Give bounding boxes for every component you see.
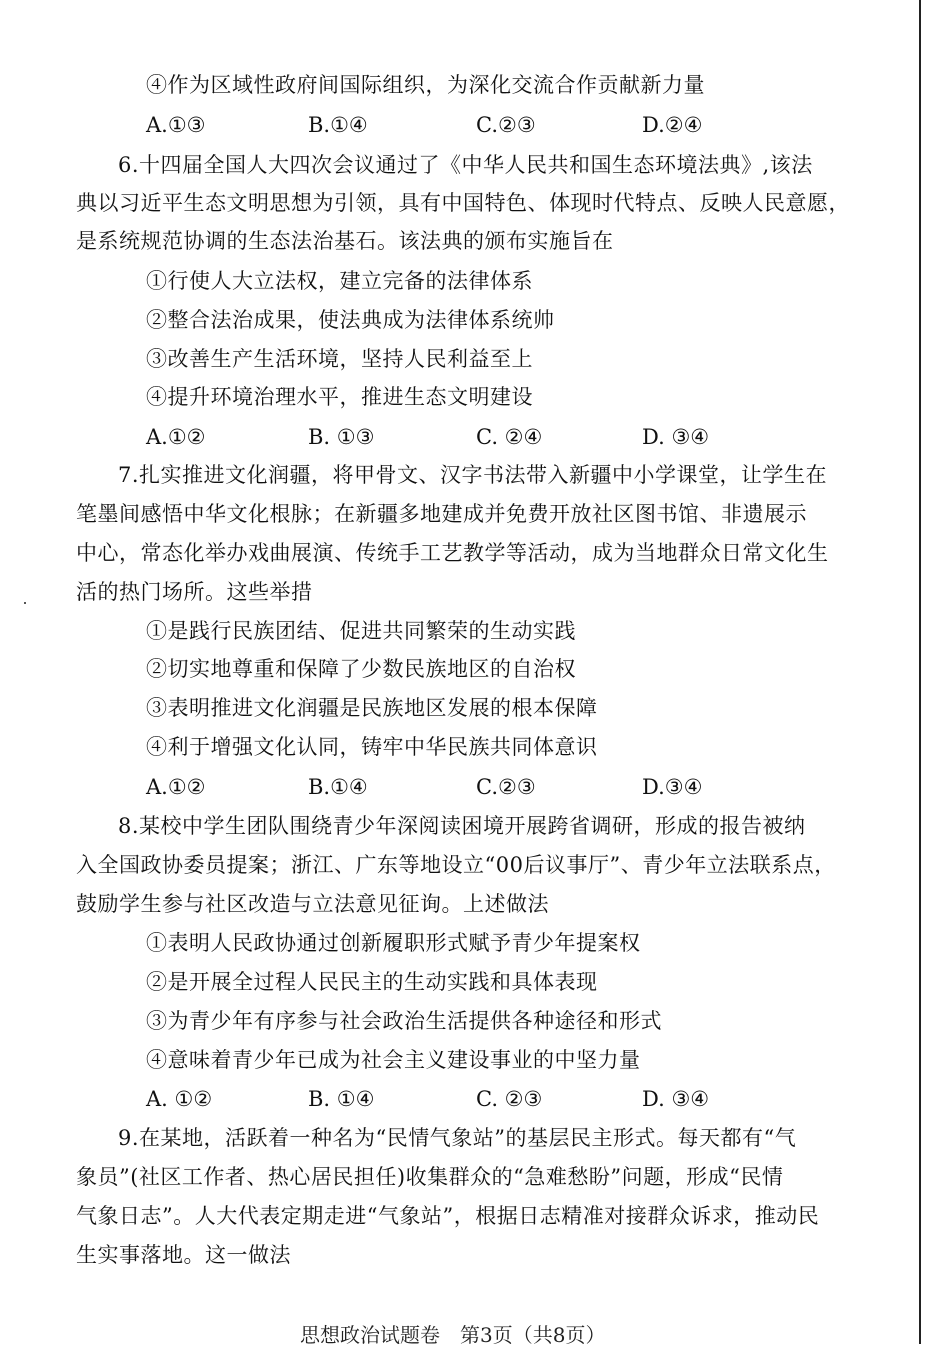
q9-stem-line-3: 气象日志”。人大代表定期走进“气象站”，根据日志精准对接群众诉求，推动民 [76, 1204, 820, 1228]
q6-stem-line-3: 是系统规范协调的生态法治基石。该法典的颁布实施旨在 [76, 229, 614, 253]
q6-option-b: B. ①③ [308, 425, 375, 449]
q7-item-1: ①是践行民族团结、促进共同繁荣的生动实践 [146, 619, 576, 643]
q8-stem-line-2: 入全国政协委员提案；浙江、广东等地设立“00后议事厅”、青少年立法联系点， [76, 853, 836, 877]
q7-item-3: ③表明推进文化润疆是民族地区发展的根本保障 [146, 696, 598, 720]
q7-option-d: D.③④ [642, 775, 703, 799]
q7-option-a: A.①② [146, 775, 206, 799]
q7-stem-line-4: 活的热门场所。这些举措 [76, 580, 313, 604]
q7-item-2: ②切实地尊重和保障了少数民族地区的自治权 [146, 657, 576, 681]
q6-item-1: ①行使人大立法权，建立完备的法律体系 [146, 269, 533, 293]
q6-item-3: ③改善生产生活环境，坚持人民利益至上 [146, 347, 533, 371]
q9-stem-line-1: 9.在某地，活跃着一种名为“民情气象站”的基层民主形式。每天都有“气 [118, 1126, 797, 1150]
q6-item-4: ④提升环境治理水平，推进生态文明建设 [146, 385, 533, 409]
q7-option-c: C.②③ [476, 775, 536, 799]
q6-stem-line-2: 典以习近平生态文明思想为引领，具有中国特色、体现时代特点、反映人民意愿， [76, 191, 850, 215]
q7-item-4: ④利于增强文化认同，铸牢中华民族共同体意识 [146, 735, 598, 759]
q9-stem-line-4: 生实事落地。这一做法 [76, 1243, 291, 1267]
q9-stem-line-2: 象员”(社区工作者、热心居民担任)收集群众的“急难愁盼”问题，形成“民情 [76, 1165, 784, 1189]
q8-stem-line-3: 鼓励学生参与社区改造与立法意见征询。上述做法 [76, 892, 549, 916]
q8-option-a: A. ①② [146, 1087, 213, 1111]
q6-stem-line-1: 6.十四届全国人大四次会议通过了《中华人民共和国生态环境法典》,该法 [118, 153, 813, 177]
q5-option-a: A.①③ [146, 113, 206, 137]
q5-option-b: B.①④ [308, 113, 368, 137]
page-footer: 思想政治试题卷 第3页（共8页） [300, 1323, 606, 1347]
q8-item-3: ③为青少年有序参与社会政治生活提供各种途径和形式 [146, 1009, 662, 1033]
q7-stem-line-2: 笔墨间感悟中华文化根脉；在新疆多地建成并免费开放社区图书馆、非遗展示 [76, 502, 807, 526]
q8-option-c: C. ②③ [476, 1087, 543, 1111]
q8-item-4: ④意味着青少年已成为社会主义建设事业的中坚力量 [146, 1048, 641, 1072]
q6-item-2: ②整合法治成果，使法典成为法律体系统帅 [146, 308, 555, 332]
page-edge-line [919, 0, 921, 1344]
q8-item-2: ②是开展全过程人民民主的生动实践和具体表现 [146, 970, 598, 994]
q5-option-c: C.②③ [476, 113, 536, 137]
q8-option-b: B. ①④ [308, 1087, 375, 1111]
q7-stem-line-3: 中心，常态化举办戏曲展演、传统手工艺教学等活动，成为当地群众日常文化生 [76, 541, 829, 565]
q7-option-b: B.①④ [308, 775, 368, 799]
scan-speck [24, 602, 26, 604]
q8-option-d: D. ③④ [642, 1087, 710, 1111]
q6-option-d: D. ③④ [642, 425, 710, 449]
q5-option-d: D.②④ [642, 113, 703, 137]
q5-item-4: ④作为区域性政府间国际组织，为深化交流合作贡献新力量 [146, 73, 705, 97]
q6-option-c: C. ②④ [476, 425, 543, 449]
q8-item-1: ①表明人民政协通过创新履职形式赋予青少年提案权 [146, 931, 641, 955]
q6-option-a: A.①② [146, 425, 206, 449]
q8-stem-line-1: 8.某校中学生团队围绕青少年深阅读困境开展跨省调研，形成的报告被纳 [118, 814, 806, 838]
q7-stem-line-1: 7.扎实推进文化润疆，将甲骨文、汉字书法带入新疆中小学课堂，让学生在 [118, 463, 828, 487]
